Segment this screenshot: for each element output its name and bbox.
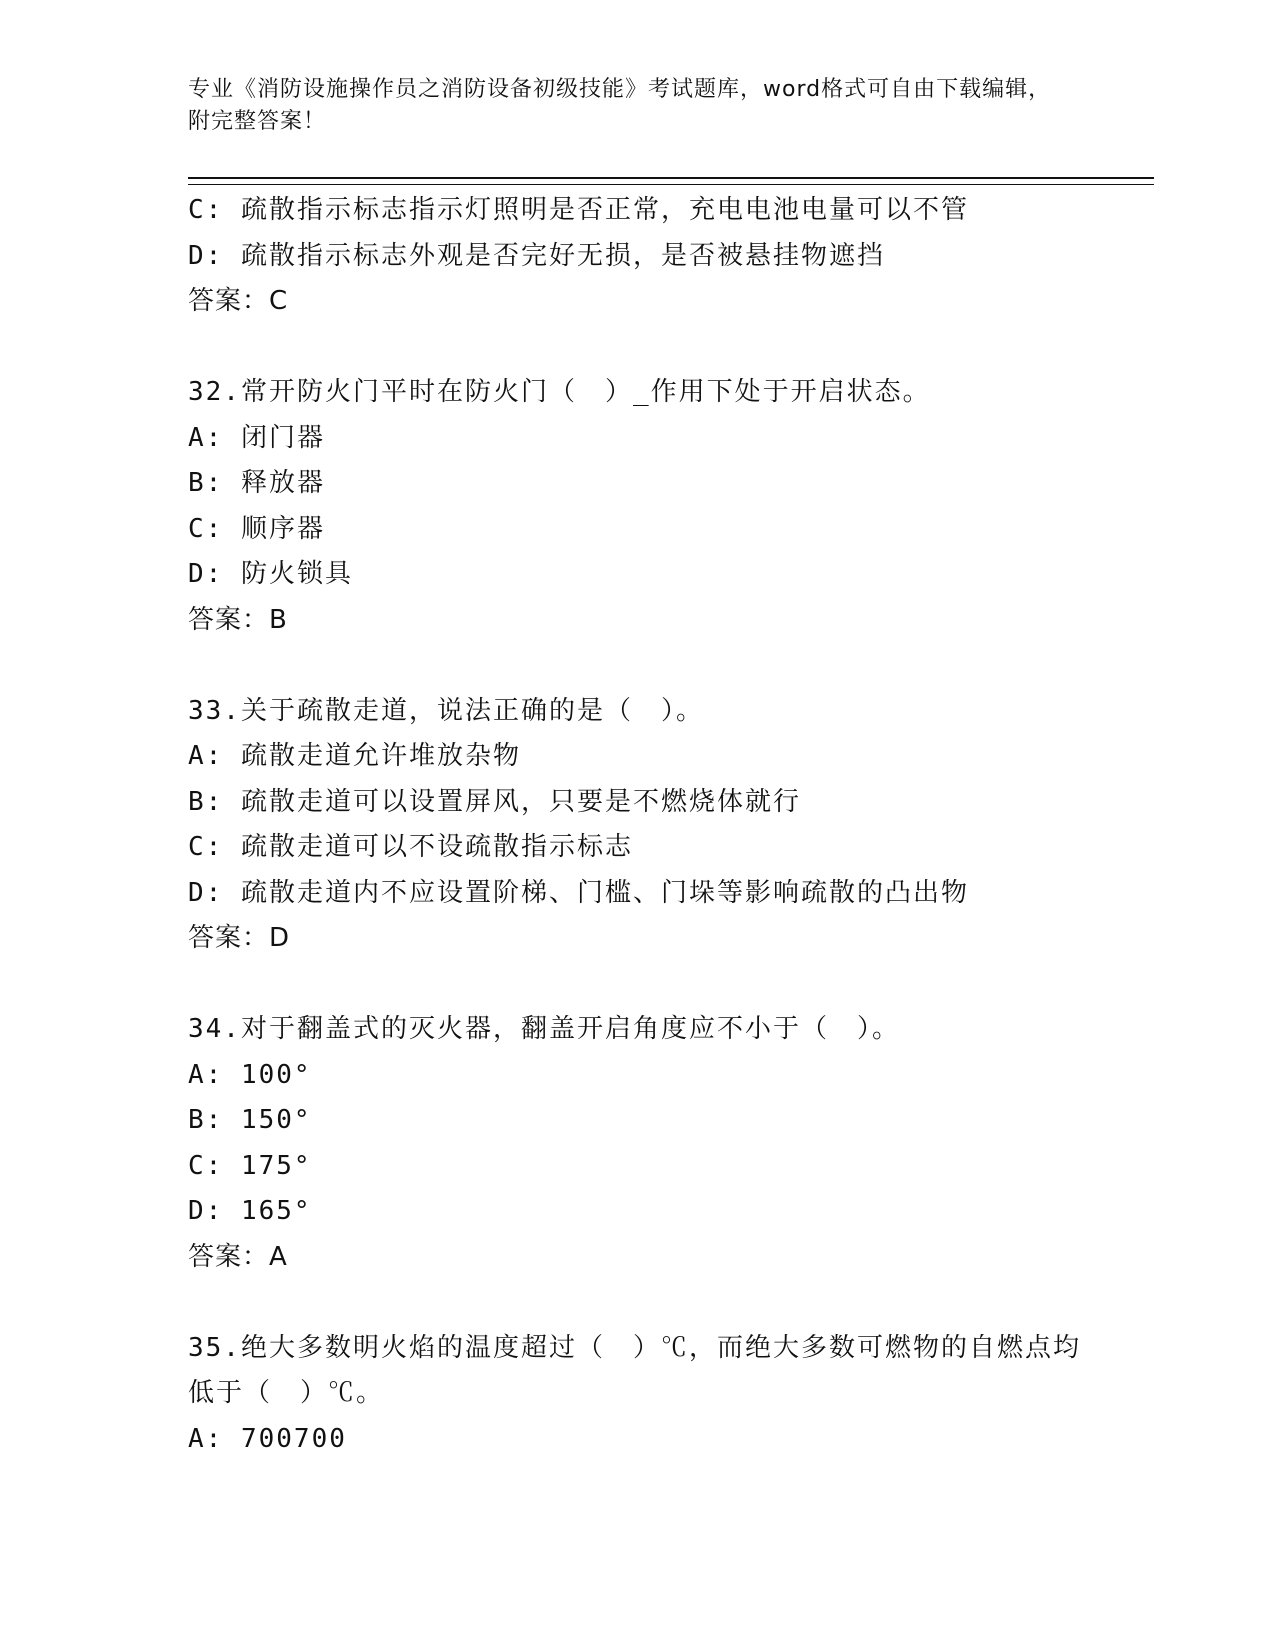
option-b: B: 150°	[188, 1105, 312, 1135]
header-divider	[188, 177, 1154, 185]
document-header: 专业《消防设施操作员之消防设备初级技能》考试题库，word格式可自由下载编辑，附完整答案！	[188, 77, 1052, 134]
question-list	[188, 188, 1088, 1462]
spacer	[188, 325, 1088, 371]
spacer	[188, 962, 1088, 1008]
option-c: C: 疏散指示标志指示灯照明是否正常，充电电池电量可以不管	[188, 195, 969, 225]
question-text: 33.关于疏散走道，说法正确的是（ ）。	[188, 695, 704, 726]
answer-label: 答案：C	[188, 286, 289, 316]
spacer	[188, 1280, 1088, 1326]
option-c: C: 疏散走道可以不设疏散指示标志	[188, 832, 633, 862]
option-a: A: 100°	[188, 1059, 312, 1090]
option-d: D: 165°	[188, 1196, 312, 1226]
spacer	[188, 643, 1088, 689]
option-a: A: 疏散走道允许堆放杂物	[188, 741, 521, 771]
question-32	[188, 370, 1088, 643]
option-b: B: 疏散走道可以设置屏风，只要是不燃烧体就行	[188, 786, 801, 817]
question-text: 32.常开防火门平时在防火门（ ）_作用下处于开启状态。	[188, 377, 931, 407]
option-a: A: 700700	[188, 1423, 347, 1454]
option-d: D: 疏散走道内不应设置阶梯、门槛、门垛等影响疏散的凸出物	[188, 877, 969, 908]
question-text: 35.绝大多数明火焰的温度超过（ ）℃，而绝大多数可燃物的自燃点均低于（ ）℃。	[188, 1332, 1081, 1408]
question-35	[188, 1326, 1088, 1463]
question-31-tail	[188, 188, 1088, 325]
question-34	[188, 1007, 1088, 1280]
option-b: B: 释放器	[188, 468, 325, 498]
option-d: D: 防火锁具	[188, 559, 353, 589]
question-text: 34.对于翻盖式的灭火器，翻盖开启角度应不小于（ ）。	[188, 1014, 900, 1044]
option-a: A: 闭门器	[188, 422, 325, 453]
answer-label: 答案：B	[188, 604, 288, 635]
answer-label: 答案：D	[188, 923, 291, 953]
option-d: D: 疏散指示标志外观是否完好无损，是否被悬挂物遮挡	[188, 240, 885, 271]
question-33	[188, 689, 1088, 962]
option-c: C: 顺序器	[188, 513, 325, 544]
answer-label: 答案：A	[188, 1241, 288, 1272]
option-c: C: 175°	[188, 1150, 312, 1181]
